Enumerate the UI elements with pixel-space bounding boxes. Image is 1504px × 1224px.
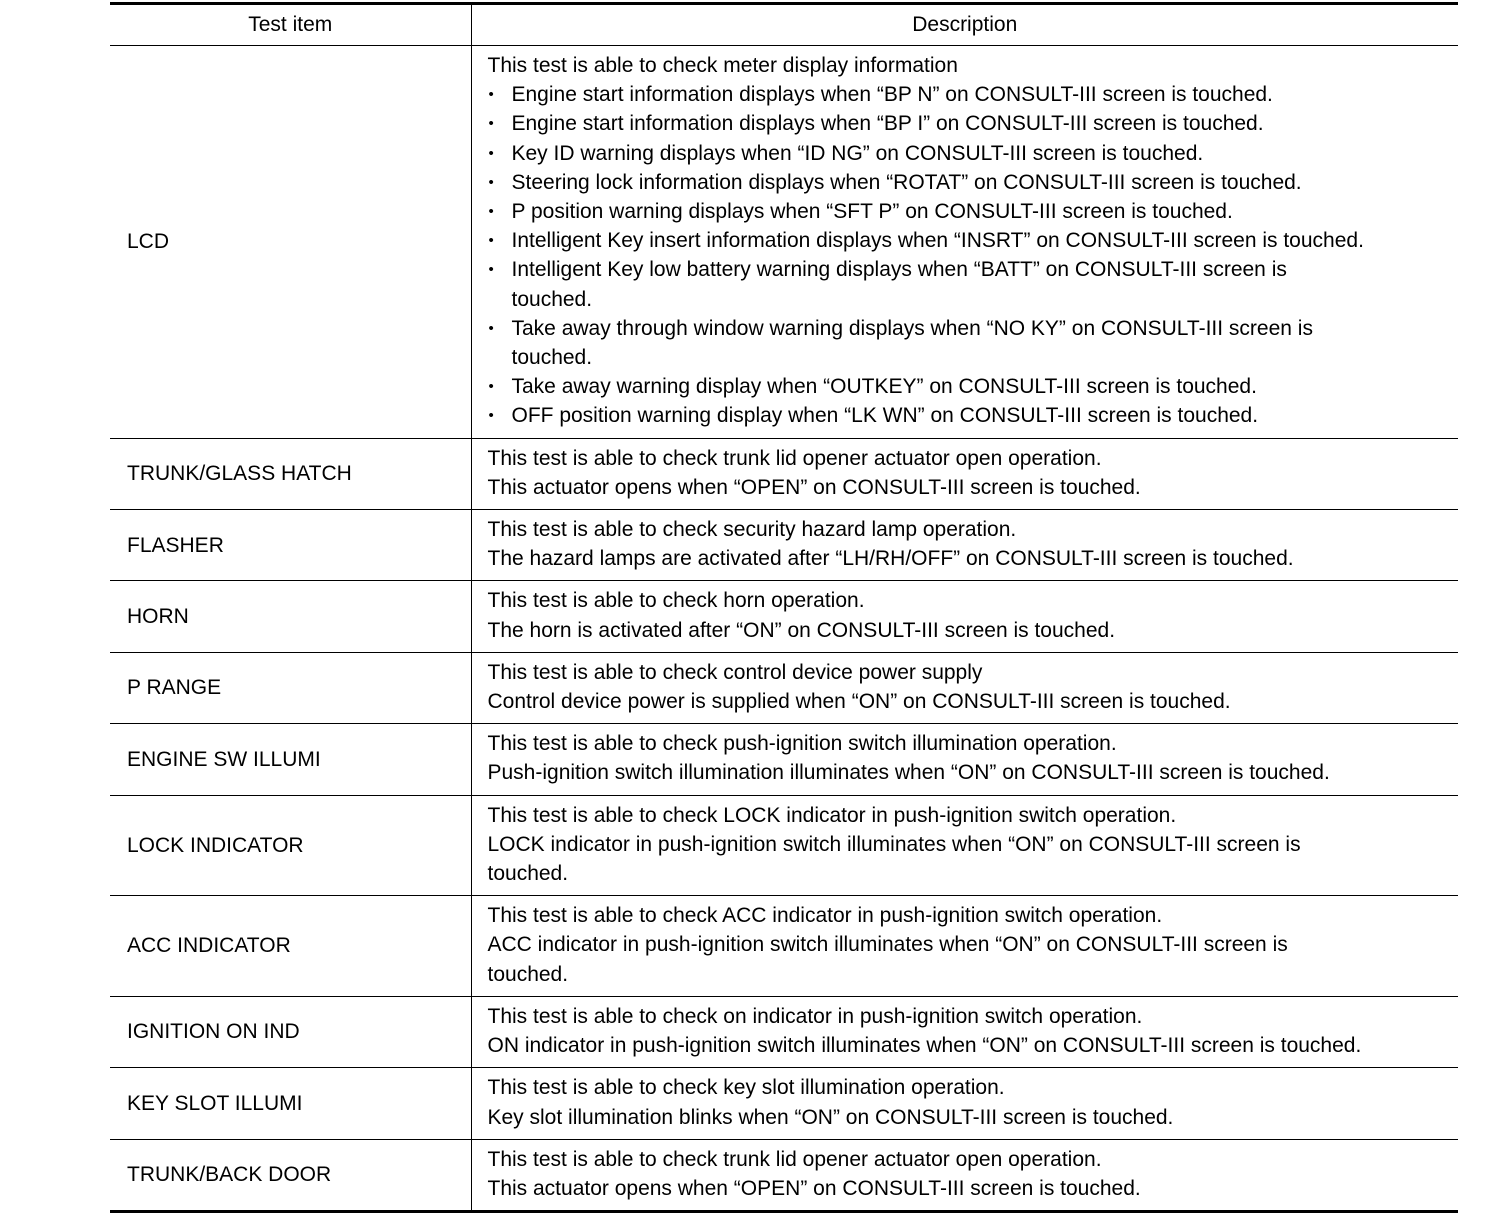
test-description [471, 724, 1458, 795]
description-line: This test is able to check trunk lid opener actuator open operation. [487, 1147, 1102, 1171]
table-row [110, 510, 1458, 581]
table-row [110, 652, 1458, 723]
description-line: This test is able to check ACC indicator in push-ignition switch operation. [487, 904, 1163, 928]
test-item-name: IGNITION ON IND [110, 996, 471, 1067]
test-description [471, 996, 1458, 1067]
description-line: touched. [487, 962, 569, 986]
bullet-text: • P position warning displays when “SFT P” on CONSULT-III screen is touched. [511, 200, 1233, 224]
bullet-text: touched. [511, 346, 593, 370]
description-line: This test is able to check control device power supply [487, 660, 983, 684]
bullet-text: • Engine start information displays when “BP N” on CONSULT-III screen is touched. [511, 83, 1273, 107]
bullet-item [488, 255, 1459, 313]
description-line: The horn is activated after “ON” on CONSULT-III screen is touched. [487, 618, 1116, 642]
test-description [471, 438, 1458, 509]
bullet-list [488, 80, 1459, 430]
table-row [110, 896, 1458, 997]
test-description [471, 581, 1458, 652]
description-line: Control device power is supplied when “ON” on CONSULT-III screen is touched. [487, 690, 1231, 714]
table-row [110, 996, 1458, 1067]
bullet-item [488, 139, 1459, 168]
test-item-name: TRUNK/GLASS HATCH [110, 438, 471, 509]
bullet-text: • Intelligent Key insert information displays when “INSRT” on CONSULT-III screen is touched. [511, 229, 1364, 253]
bullet-item [488, 80, 1459, 109]
table-row [110, 724, 1458, 795]
bullet-item [488, 372, 1459, 401]
description-line: This test is able to check LOCK indicator in push-ignition switch operation. [487, 803, 1177, 827]
bullet-item [488, 109, 1459, 138]
test-item-name: FLASHER [110, 510, 471, 581]
test-description [471, 652, 1458, 723]
test-description [471, 510, 1458, 581]
test-description [471, 1139, 1458, 1211]
test-description [471, 1068, 1458, 1139]
bullet-text: • Take away warning display when “OUTKEY” on CONSULT-III screen is touched. [511, 375, 1257, 399]
description-line: This actuator opens when “OPEN” on CONSULT-III screen is touched. [487, 1176, 1141, 1200]
bullet-text: • Take away through window warning displays when “NO KY” on CONSULT-III screen is [511, 316, 1313, 340]
description-line: LOCK indicator in push-ignition switch illuminates when “ON” on CONSULT-III screen is [487, 832, 1301, 856]
table-row [110, 46, 1458, 439]
bullet-item [488, 197, 1459, 226]
description-line: This test is able to check key slot illumination operation. [487, 1076, 1005, 1100]
description-line: Key slot illumination blinks when “ON” on CONSULT-III screen is touched. [487, 1105, 1174, 1129]
bullet-text: • OFF position warning display when “LK WN” on CONSULT-III screen is touched. [511, 404, 1259, 428]
header-description: Description [471, 4, 1458, 46]
test-item-table [110, 2, 1458, 1213]
description-line: This actuator opens when “OPEN” on CONSULT-III screen is touched. [487, 475, 1141, 499]
bullet-item [488, 168, 1459, 197]
bullet-text: touched. [511, 287, 593, 311]
bullet-text: • Intelligent Key low battery warning displays when “BATT” on CONSULT-III screen is [511, 258, 1287, 282]
description-line: ON indicator in push-ignition switch illuminates when “ON” on CONSULT-III screen is touched. [487, 1034, 1362, 1058]
test-item-name: HORN [110, 581, 471, 652]
test-item-name: LCD [110, 46, 471, 439]
table-row [110, 1068, 1458, 1139]
test-item-name: ENGINE SW ILLUMI [110, 724, 471, 795]
description-line: Push-ignition switch illumination illuminates when “ON” on CONSULT-III screen is touched. [487, 761, 1330, 785]
table-row [110, 1139, 1458, 1211]
test-item-name: P RANGE [110, 652, 471, 723]
description-line: touched. [487, 862, 569, 886]
table-header-row [110, 4, 1458, 46]
test-item-name: KEY SLOT ILLUMI [110, 1068, 471, 1139]
header-test-item: Test item [110, 4, 471, 46]
test-item-name: ACC INDICATOR [110, 896, 471, 997]
bullet-text: • Engine start information displays when “BP I” on CONSULT-III screen is touched. [511, 112, 1264, 136]
table-row [110, 581, 1458, 652]
table-row [110, 438, 1458, 509]
test-item-name: LOCK INDICATOR [110, 795, 471, 896]
bullet-text: • Key ID warning displays when “ID NG” on CONSULT-III screen is touched. [511, 141, 1204, 165]
test-item-name: TRUNK/BACK DOOR [110, 1139, 471, 1211]
bullet-item [488, 401, 1459, 430]
bullet-text: • Steering lock information displays when “ROTAT” on CONSULT-III screen is touched. [511, 170, 1302, 194]
description-line: This test is able to check on indicator in push-ignition switch operation. [487, 1004, 1143, 1028]
description-intro: This test is able to check meter display information [487, 54, 958, 77]
description-line: ACC indicator in push-ignition switch illuminates when “ON” on CONSULT-III screen is [487, 933, 1288, 957]
description-line: This test is able to check security hazard lamp operation. [487, 518, 1017, 542]
description-line: This test is able to check trunk lid opener actuator open operation. [487, 446, 1102, 470]
description-line: This test is able to check push-ignition switch illumination operation. [487, 732, 1117, 756]
test-description [471, 896, 1458, 997]
table-body [110, 46, 1458, 1212]
test-description [471, 46, 1458, 439]
bullet-item [488, 314, 1459, 372]
description-line: The hazard lamps are activated after “LH/RH/OFF” on CONSULT-III screen is touched. [487, 547, 1294, 571]
test-description [471, 795, 1458, 896]
table-row [110, 795, 1458, 896]
description-line: This test is able to check horn operation. [487, 589, 865, 613]
bullet-item [488, 226, 1459, 255]
